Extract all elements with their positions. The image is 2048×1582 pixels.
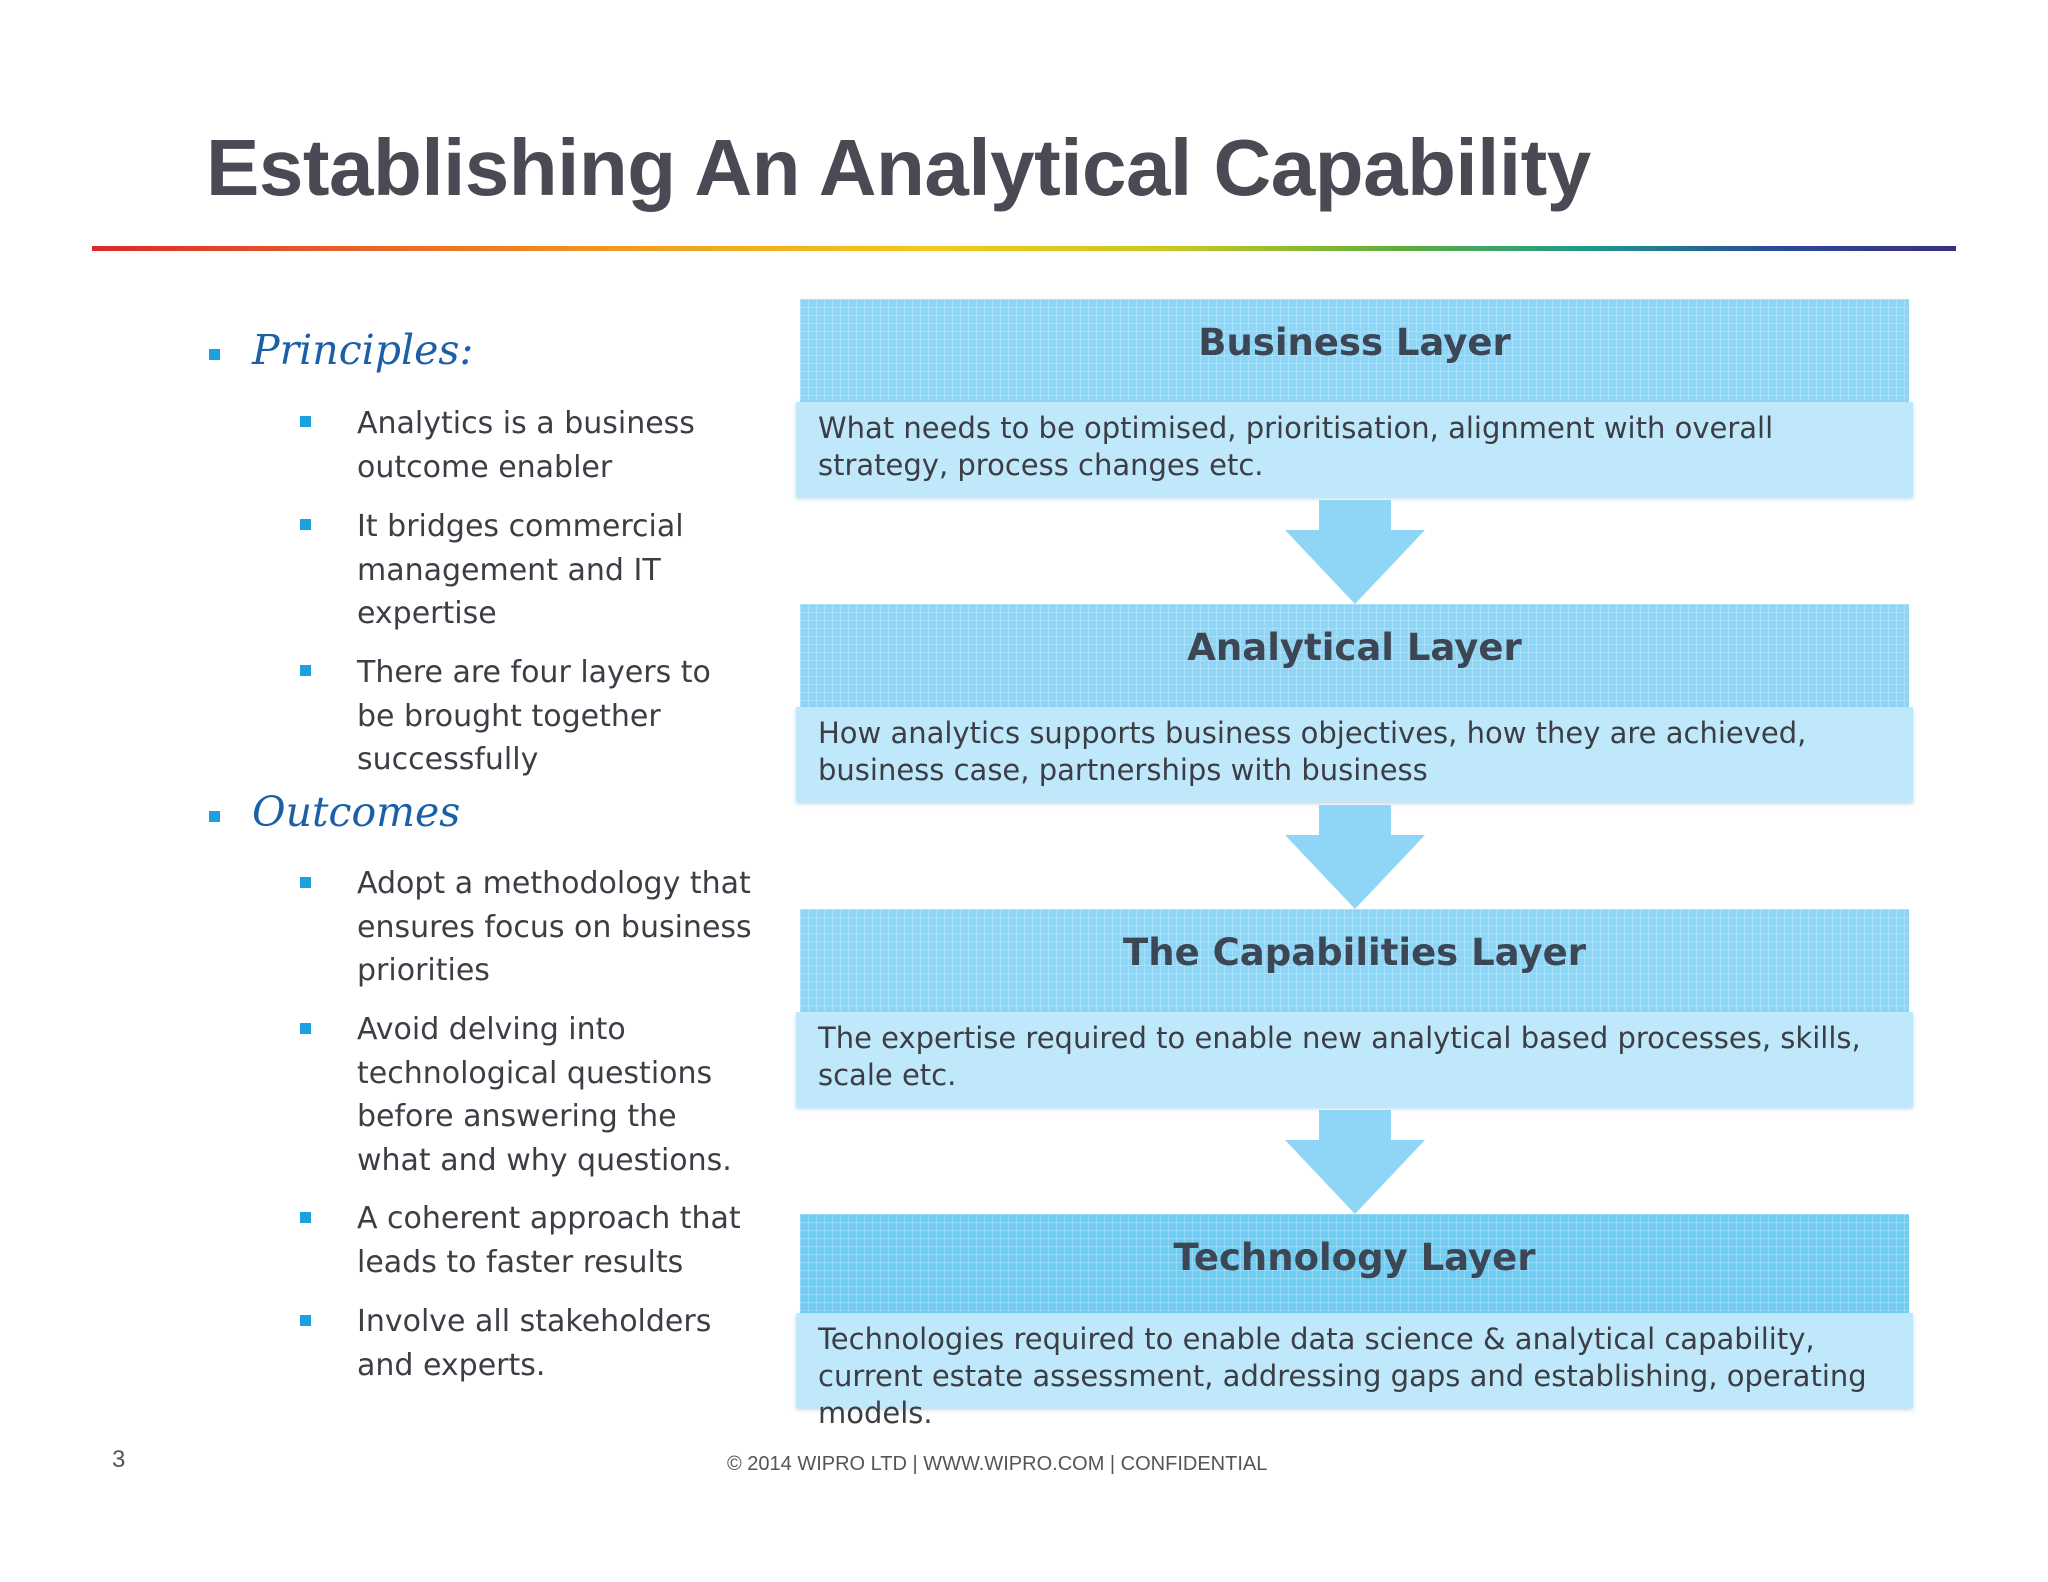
layer-title: The Capabilities Layer	[1123, 931, 1586, 974]
analytical-layer-band	[800, 604, 1909, 707]
bullet-icon	[300, 519, 311, 530]
layer-description-text: How analytics supports business objectives, how they are achieved, business case, partnerships with business	[818, 716, 1807, 787]
bullet-icon	[300, 416, 311, 427]
layer-description-text: What needs to be optimised, prioritisation, alignment with overall strategy, process changes etc.	[818, 411, 1774, 482]
outcome-item: Adopt a methodology that ensures focus on business priorities	[357, 866, 752, 988]
bullet-icon	[209, 811, 220, 822]
business-layer-description	[796, 402, 1913, 497]
down-arrow-icon	[1285, 805, 1425, 909]
principle-item: Analytics is a business outcome enabler	[357, 406, 695, 485]
analytical-layer-description	[796, 707, 1913, 802]
principles-heading: Principles:	[252, 326, 474, 374]
layer-title: Business Layer	[1198, 321, 1511, 364]
bullet-icon	[300, 877, 311, 888]
bullet-icon	[209, 349, 220, 360]
outcome-item: Involve all stakeholders and experts.	[357, 1304, 712, 1383]
business-layer-band	[800, 299, 1909, 402]
outcome-item: Avoid delving into technological questions before answering the what and why questions.	[357, 1012, 732, 1178]
bullet-icon	[300, 1212, 311, 1223]
outcome-item: A coherent approach that leads to faster results	[357, 1201, 741, 1280]
bullet-icon	[300, 665, 311, 676]
outcomes-heading: Outcomes	[252, 788, 461, 836]
bullet-icon	[300, 1023, 311, 1034]
rainbow-divider	[92, 246, 1956, 251]
technology-layer-description	[796, 1313, 1913, 1430]
principle-item: There are four layers to be brought together successfully	[357, 655, 711, 777]
capabilities-layer-description	[796, 1012, 1913, 1107]
layer-title: Analytical Layer	[1187, 626, 1522, 669]
down-arrow-icon	[1285, 1110, 1425, 1214]
footer-text: © 2014 WIPRO LTD | WWW.WIPRO.COM | CONFIDENTIAL	[727, 1453, 1268, 1475]
bullet-icon	[300, 1315, 311, 1326]
slide-title: Establishing An Analytical Capability	[206, 123, 1591, 212]
principle-item: It bridges commercial management and IT expertise	[357, 509, 684, 631]
layer-description-text: Technologies required to enable data science & analytical capability, current estate assessment, addressing gaps and establishing, operating models.	[818, 1322, 1867, 1430]
capabilities-layer-band	[800, 909, 1909, 1012]
technology-layer-band	[800, 1214, 1909, 1317]
layer-description-text: The expertise required to enable new analytical based processes, skills, scale etc.	[818, 1021, 1861, 1092]
down-arrow-icon	[1285, 500, 1425, 604]
layer-title: Technology Layer	[1173, 1236, 1536, 1279]
slide-number: 3	[112, 1446, 126, 1473]
